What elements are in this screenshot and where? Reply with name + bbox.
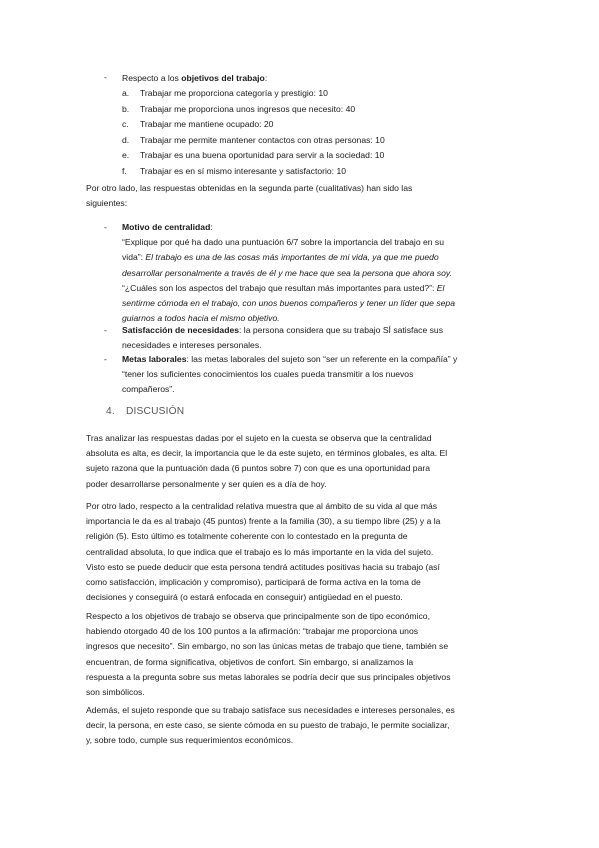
paragraph-3: Respecto a los objetivos de trabajo se observa que principalmente son de tipo económico, habiendo otorgado 40 de los 100 puntos a la afirmación: “trabajar me proporciona unos ingresos que necesito”. Sin embargo, no son las únicas metas de trabajo que tiene, también se encuentran, de forma significativa, objetivos de confort. Sin embargo, si analizamos la respuesta a la pregunta sobre sus metas laborales se podría decir que sus principales objetivos son simbólicos. bbox=[86, 611, 451, 698]
paragraph-1: Tras analizar las respuestas dadas por el sujeto en la cuesta se observa que la centralidad absoluta es alta, es decir, la importancia que le da este sujeto, en términos globales, es alta. El sujeto razona que la puntuación dada (6 puntos sobre 7) con que es una oportunidad para poder desarrollarse personalmente y ser quien es a día de hoy. bbox=[86, 433, 448, 489]
motivo-block: Motivo de centralidad: “Explique por qué ha dado una puntuación 6/7 sobre la importancia del trabajo en su vida”: El trabajo es una de las cosas más importantes de mi vida, ya que me puedo desarrollar personalmente a través de él y me hace que sea la persona que ahora soy. “¿Cuáles son los aspectos del trabajo que resultan más importantes para usted?”: El sentirme cómoda en el trabajo, con unos buenos compañeros y tener un líder que sepa guiarnos a todos hacia el mismo objetivo. bbox=[122, 222, 455, 324]
list-item: a. Trabajar me proporciona categoría y prestigio: 10 bbox=[122, 88, 328, 98]
metas-block: Metas laborales: las metas laborales del sujeto son “ser un referente en la compañía” y “tener los suficientes conocimientos los cuales pueda transmitir a los nuevos compañeros”. bbox=[122, 354, 458, 395]
bullet-dash: - bbox=[104, 72, 107, 82]
heading-title: DISCUSIÓN bbox=[125, 406, 185, 417]
objectives-intro: Respecto a los objetivos del trabajo: bbox=[122, 73, 268, 83]
objectives-list bbox=[122, 86, 522, 180]
list-item: d. Trabajar me permite mantener contactos con otras personas: 10 bbox=[122, 134, 385, 145]
qualitative-intro: Por otro lado, las respuestas obtenidas en la segunda parte (cualitativas) han sido las siguientes: bbox=[86, 183, 413, 209]
paragraph-4: Además, el sujeto responde que su trabajo satisface sus necesidades e intereses personales, es decir, la persona, en este caso, se siente cómoda en su puesto de trabajo, le permite socializar, y, sobre todo, cumple sus requerimientos económicos. bbox=[86, 705, 455, 746]
objectives-bold: objetivos del trabajo bbox=[181, 73, 265, 83]
list-item: b. Trabajar me proporciona unos ingresos que necesito: 40 bbox=[122, 103, 356, 114]
list-item: e. Trabajar es una buena oportunidad para servir a la sociedad: 10 bbox=[122, 150, 385, 161]
metas-title: Metas laborales bbox=[122, 354, 187, 364]
section-heading bbox=[106, 406, 184, 417]
bullet-dash: - bbox=[104, 325, 107, 335]
list-item: f. Trabajar es en sí mismo interesante y satisfactorio: 10 bbox=[122, 165, 347, 176]
satisfaccion-block: Satisfacción de necesidades: la persona considera que su trabajo SÍ satisface sus necesidades e intereses personales. bbox=[122, 325, 444, 351]
satisfaccion-title: Satisfacción de necesidades bbox=[122, 325, 240, 335]
bullet-dash: - bbox=[104, 354, 107, 364]
bullet-dash: - bbox=[104, 222, 107, 232]
motivo-title: Motivo de centralidad: bbox=[122, 222, 213, 232]
list-item: c. Trabajar me mantiene ocupado: 20 bbox=[122, 119, 274, 130]
paragraph-2: Por otro lado, respecto a la centralidad relativa muestra que al ámbito de su vida al que más importancia le da es al trabajo (45 puntos) frente a la familia (30), a su tiempo libre (25) y a la religión (5). Esto último es totalmente coherente con lo contestado en la pregunta de centralidad absoluta, lo que indica que el trabajo es lo más importante en la vida del sujeto. Visto esto se puede deducir que esta persona tendrá actitudes positivas hacia su trabajo (así como satisfacción, implicación y compromiso), participará de forma activa en la toma de decisiones y conseguirá (o estará enfocada en conseguir) antigüedad en el puesto. bbox=[86, 501, 441, 603]
heading-number: 4. bbox=[106, 406, 115, 417]
